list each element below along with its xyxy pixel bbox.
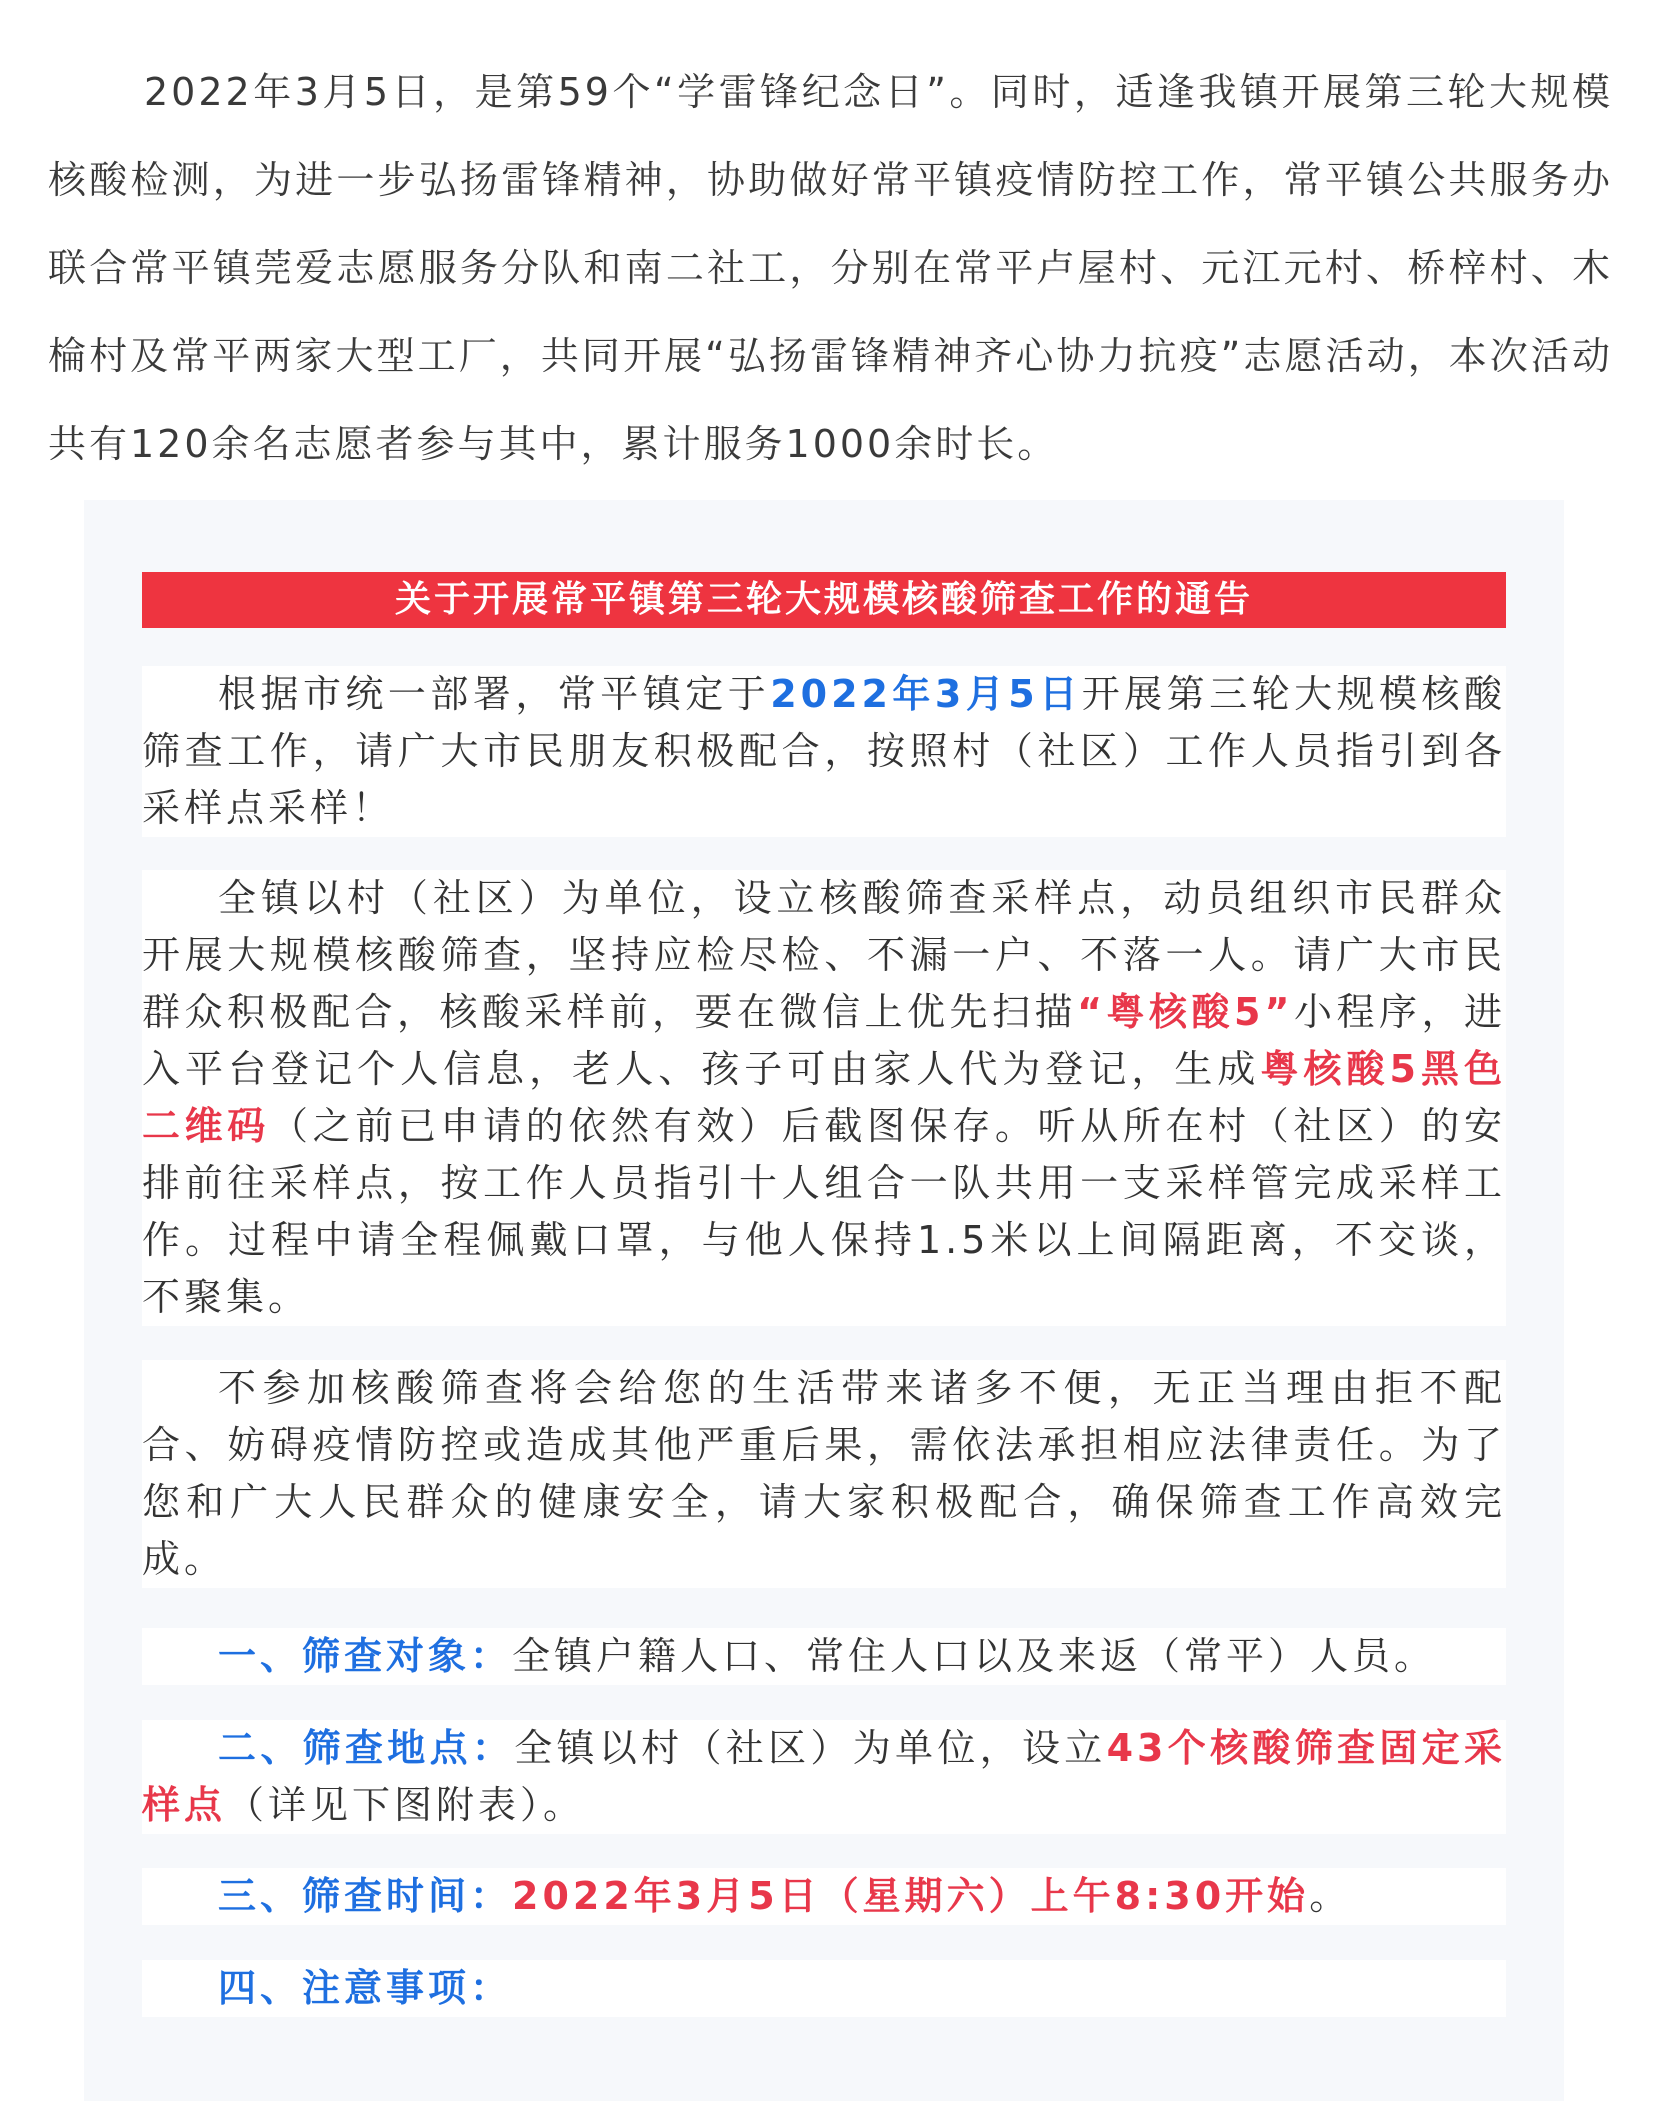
p1-before: 根据市统一部署，常平镇定于: [218, 672, 771, 716]
p2-app-name: “粤核酸5”: [1077, 990, 1294, 1034]
p2-part3: （之前已申请的依然有效）后截图保存。听从所在村（社区）的安排前往采样点，按工作人员指引十人组合一队共用一支采样管完成采样工作。过程中请全程佩戴口罩，与他人保持1.5米以上间隔距离，不交谈，不聚集。: [142, 1104, 1506, 1319]
s3-end: 。: [1309, 1874, 1352, 1918]
intro-section: [48, 48, 1613, 488]
notice-paragraph-2: [142, 870, 1506, 1326]
section-notes: [142, 1960, 1506, 2017]
p2-part2: 小程序，进入平台登记个人信息，老人、孩子可由家人代为登记，生成: [142, 990, 1506, 1091]
s1-label: 一、筛查对象：: [218, 1634, 513, 1678]
s2-highlight: 43个核酸筛查固定采样点: [142, 1726, 1506, 1827]
s4-label: 四、注意事项：: [218, 1966, 513, 2010]
s3-highlight: 2022年3月5日（星期六）上午8:30开始: [512, 1874, 1310, 1918]
section-screening-location: [142, 1720, 1506, 1834]
p2-qr-code: 粤核酸5黑色二维码: [142, 1047, 1506, 1148]
s2-label: 二、筛查地点：: [218, 1726, 515, 1770]
p1-date: 2022年3月5日: [770, 672, 1082, 716]
s3-label: 三、筛查时间：: [218, 1874, 513, 1918]
s2-text2: （详见下图附表）。: [226, 1783, 586, 1827]
notice-panel: [84, 500, 1564, 2101]
notice-paragraph-1: [142, 666, 1506, 837]
section-screening-target: [142, 1628, 1506, 1685]
s2-text1: 全镇以村（社区）为单位，设立: [514, 1726, 1107, 1770]
p3-text: 不参加核酸筛查将会给您的生活带来诸多不便，无正当理由拒不配合、妨碍疫情防控或造成其他严重后果，需依法承担相应法律责任。为了您和广大人民群众的健康安全，请大家积极配合，确保筛查工作高效完成。: [142, 1366, 1506, 1581]
p1-after: 开展第三轮大规模核酸筛查工作，请广大市民朋友积极配合，按照村（社区）工作人员指引到各采样点采样！: [142, 672, 1506, 830]
intro-paragraph: 2022年3月5日，是第59个“学雷锋纪念日”。同时，适逢我镇开展第三轮大规模核酸检测，为进一步弘扬雷锋精神，协助做好常平镇疫情防控工作，常平镇公共服务办联合常平镇莞爱志愿服务分队和南二社工，分别在常平卢屋村、元江元村、桥梓村、木棆村及常平两家大型工厂，共同开展“弘扬雷锋精神齐心协力抗疫”志愿活动，本次活动共有120余名志愿者参与其中，累计服务1000余时长。: [48, 70, 1613, 466]
s1-text: 全镇户籍人口、常住人口以及来返（常平）人员。: [512, 1634, 1437, 1678]
section-screening-time: [142, 1868, 1506, 1925]
notice-title: 关于开展常平镇第三轮大规模核酸筛查工作的通告: [142, 572, 1506, 628]
notice-paragraph-3: [142, 1360, 1506, 1588]
p2-part1: 全镇以村（社区）为单位，设立核酸筛查采样点，动员组织市民群众开展大规模核酸筛查，坚持应检尽检、不漏一户、不落一人。请广大市民群众积极配合，核酸采样前，要在微信上优先扫描: [142, 876, 1506, 1034]
